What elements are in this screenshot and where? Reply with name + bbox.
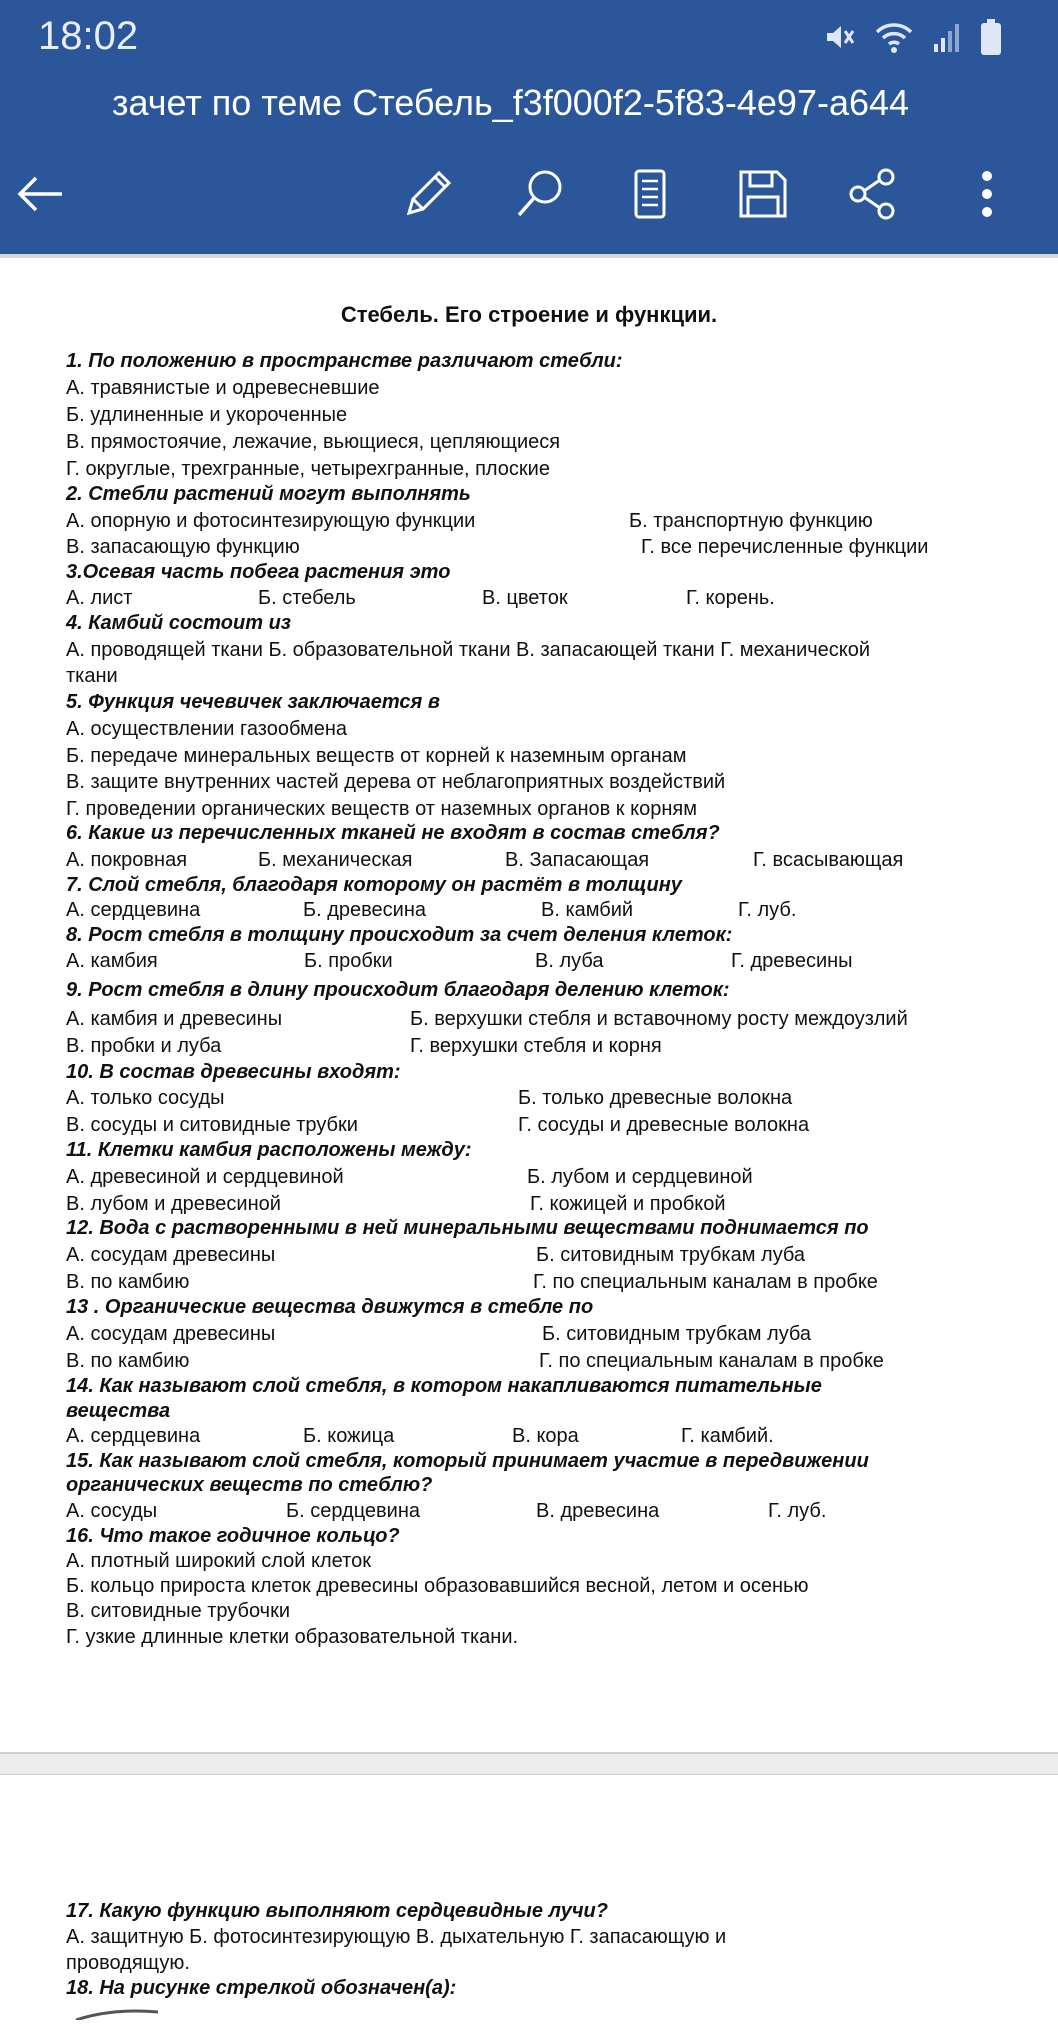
mobile-view-icon (625, 167, 675, 221)
status-time: 18:02 (38, 14, 139, 58)
answer-9c: В. пробки и луба (66, 1035, 222, 1057)
more-options-button[interactable] (957, 164, 1017, 224)
answer-6d: Г. всасывающая (753, 849, 904, 871)
answer-16d: Г. узкие длинные клетки образовательной ткани. (66, 1626, 519, 1648)
answer-7d: Г. луб. (738, 899, 797, 921)
question-15-cont: органических веществ по стеблю? (66, 1474, 433, 1496)
answer-8a: А. камбия (66, 950, 158, 972)
answer-13b: Б. ситовидным трубкам луба (542, 1323, 812, 1345)
answer-17-line1: А. защитную Б. фотосинтезирующую В. дыхательную Г. запасающую и (66, 1926, 727, 1948)
question-13: 13 . Органические вещества движутся в стебле по (66, 1296, 594, 1318)
answer-12d: Г. по специальным каналам в пробке (533, 1271, 878, 1293)
answer-8d: Г. древесины (731, 950, 853, 972)
arrow-left-icon (12, 166, 68, 222)
answer-3a: А. лист (66, 587, 133, 609)
answer-9a: А. камбия и древесины (66, 1008, 283, 1030)
question-12: 12. Вода с растворенными в ней минеральными веществами поднимается по (66, 1217, 869, 1239)
answer-15b: Б. сердцевина (286, 1500, 421, 1522)
answer-5b: Б. передаче минеральных веществ от корней к наземным органам (66, 745, 687, 767)
answer-11c: В. лубом и древесиной (66, 1193, 281, 1215)
question-6: 6. Какие из перечисленных тканей не входят в состав стебля? (66, 822, 720, 844)
answer-9d: Г. верхушки стебля и корня (410, 1035, 662, 1057)
answer-9b: Б. верхушки стебля и вставочному росту междоузлий (410, 1008, 908, 1030)
answer-6c: В. Запасающая (505, 849, 650, 871)
question-1: 1. По положению в пространстве различают стебли: (66, 350, 623, 372)
question-5: 5. Функция чечевичек заключается в (66, 691, 440, 713)
answer-16b: Б. кольцо прироста клеток древесины образовавшийся весной, летом и осенью (66, 1575, 809, 1597)
answer-7a: А. сердцевина (66, 899, 201, 921)
answer-6b: Б. механическая (258, 849, 413, 871)
pencil-icon (401, 167, 455, 221)
question-4: 4. Камбий состоит из (66, 612, 291, 634)
answer-8c: В. луба (535, 950, 604, 972)
answer-1d: Г. округлые, трехгранные, четырехгранные, плоские (66, 458, 550, 480)
answer-4-line2: ткани (66, 665, 118, 687)
answer-1a: А. травянистые и одревесневшие (66, 377, 380, 399)
answer-15c: В. древесина (536, 1500, 660, 1522)
question-11: 11. Клетки камбия расположены между: (66, 1139, 472, 1161)
answer-13c: В. по камбию (66, 1350, 190, 1372)
answer-11a: А. древесиной и сердцевиной (66, 1166, 344, 1188)
figure-arrow-partial (72, 2008, 162, 2020)
question-15: 15. Как называют слой стебля, который принимает участие в передвижении (66, 1450, 869, 1472)
answer-12b: Б. ситовидным трубкам луба (536, 1244, 806, 1266)
mobile-view-button[interactable] (620, 164, 680, 224)
answer-3b: Б. стебель (258, 587, 356, 609)
answer-3c: В. цветок (482, 587, 568, 609)
app-bar (0, 0, 1058, 254)
question-18: 18. На рисунке стрелкой обозначен(а): (66, 1977, 457, 1999)
answer-14c: В. кора (512, 1425, 579, 1447)
answer-15d: Г. луб. (768, 1500, 827, 1522)
answer-2d: Г. все перечисленные функции (641, 536, 929, 558)
answer-1c: В. прямостоячие, лежачие, вьющиеся, цепляющиеся (66, 431, 561, 453)
answer-14a: А. сердцевина (66, 1425, 201, 1447)
save-icon (736, 167, 790, 221)
answer-17-line2: проводящую. (66, 1952, 190, 1974)
document-heading: Стебель. Его строение и функции. (340, 302, 718, 327)
question-14: 14. Как называют слой стебля, в котором накапливаются питательные (66, 1375, 822, 1397)
answer-14b: Б. кожица (303, 1425, 395, 1447)
question-7: 7. Слой стебля, благодаря которому он растёт в толщину (66, 874, 682, 896)
back-button[interactable] (10, 164, 70, 224)
answer-7c: В. камбий (541, 899, 634, 921)
question-2: 2. Стебли растений могут выполнять (66, 483, 471, 505)
answer-2a: А. опорную и фотосинтезирующую функции (66, 510, 476, 532)
share-button[interactable] (843, 164, 903, 224)
answer-11d: Г. кожицей и пробкой (530, 1193, 726, 1215)
question-16: 16. Что такое годичное кольцо? (66, 1525, 400, 1547)
more-vertical-icon (972, 167, 1002, 221)
answer-3d: Г. корень. (686, 587, 775, 609)
question-14-cont: вещества (66, 1400, 171, 1422)
edit-button[interactable] (398, 164, 458, 224)
answer-10b: Б. только древесные волокна (518, 1087, 793, 1109)
mute-icon (822, 20, 856, 59)
question-10: 10. В состав древесины входят: (66, 1061, 401, 1083)
answer-5a: А. осуществлении газообмена (66, 718, 347, 740)
search-icon (513, 167, 567, 221)
answer-1b: Б. удлиненные и укороченные (66, 404, 348, 426)
answer-2c: В. запасающую функцию (66, 536, 300, 558)
answer-10d: Г. сосуды и древесные волокна (518, 1114, 810, 1136)
save-button[interactable] (733, 164, 793, 224)
answer-2b: Б. транспортную функцию (629, 510, 873, 532)
answer-7b: Б. древесина (303, 899, 427, 921)
document-title: зачет по теме Стебель_f3f000f2-5f83-4e97-a644 (112, 82, 910, 123)
answer-5d: Г. проведении органических веществ от наземных органов к корням (66, 798, 697, 820)
answer-12c: В. по камбию (66, 1271, 190, 1293)
wifi-icon (874, 20, 914, 59)
answer-14d: Г. камбий. (681, 1425, 774, 1447)
answer-8b: Б. пробки (304, 950, 393, 972)
battery-icon (980, 18, 1002, 61)
question-17: 17. Какую функцию выполняют сердцевидные лучи? (66, 1900, 608, 1922)
search-button[interactable] (510, 164, 570, 224)
answer-6a: А. покровная (66, 849, 188, 871)
answer-16a: А. плотный широкий слой клеток (66, 1550, 371, 1572)
question-8: 8. Рост стебля в толщину происходит за счет деления клеток: (66, 924, 733, 946)
answer-13a: А. сосудам древесины (66, 1323, 276, 1345)
question-9: 9. Рост стебля в длину происходит благодаря делению клеток: (66, 979, 730, 1001)
share-icon (846, 167, 900, 221)
answer-11b: Б. лубом и сердцевиной (527, 1166, 753, 1188)
answer-12a: А. сосудам древесины (66, 1244, 276, 1266)
answer-13d: Г. по специальным каналам в пробке (539, 1350, 884, 1372)
answer-4-line1: А. проводящей ткани Б. образовательной ткани В. запасающей ткани Г. механической (66, 639, 871, 661)
question-3: 3.Осевая часть побега растения это (66, 561, 451, 583)
signal-icon (932, 20, 962, 59)
page-separator (0, 1754, 1058, 1775)
answer-10c: В. сосуды и ситовидные трубки (66, 1114, 358, 1136)
answer-5c: В. защите внутренних частей дерева от неблагоприятных воздействий (66, 771, 726, 793)
status-icons (822, 18, 1002, 61)
answer-15a: А. сосуды (66, 1500, 158, 1522)
answer-16c: В. ситовидные трубочки (66, 1600, 291, 1622)
answer-10a: А. только сосуды (66, 1087, 225, 1109)
